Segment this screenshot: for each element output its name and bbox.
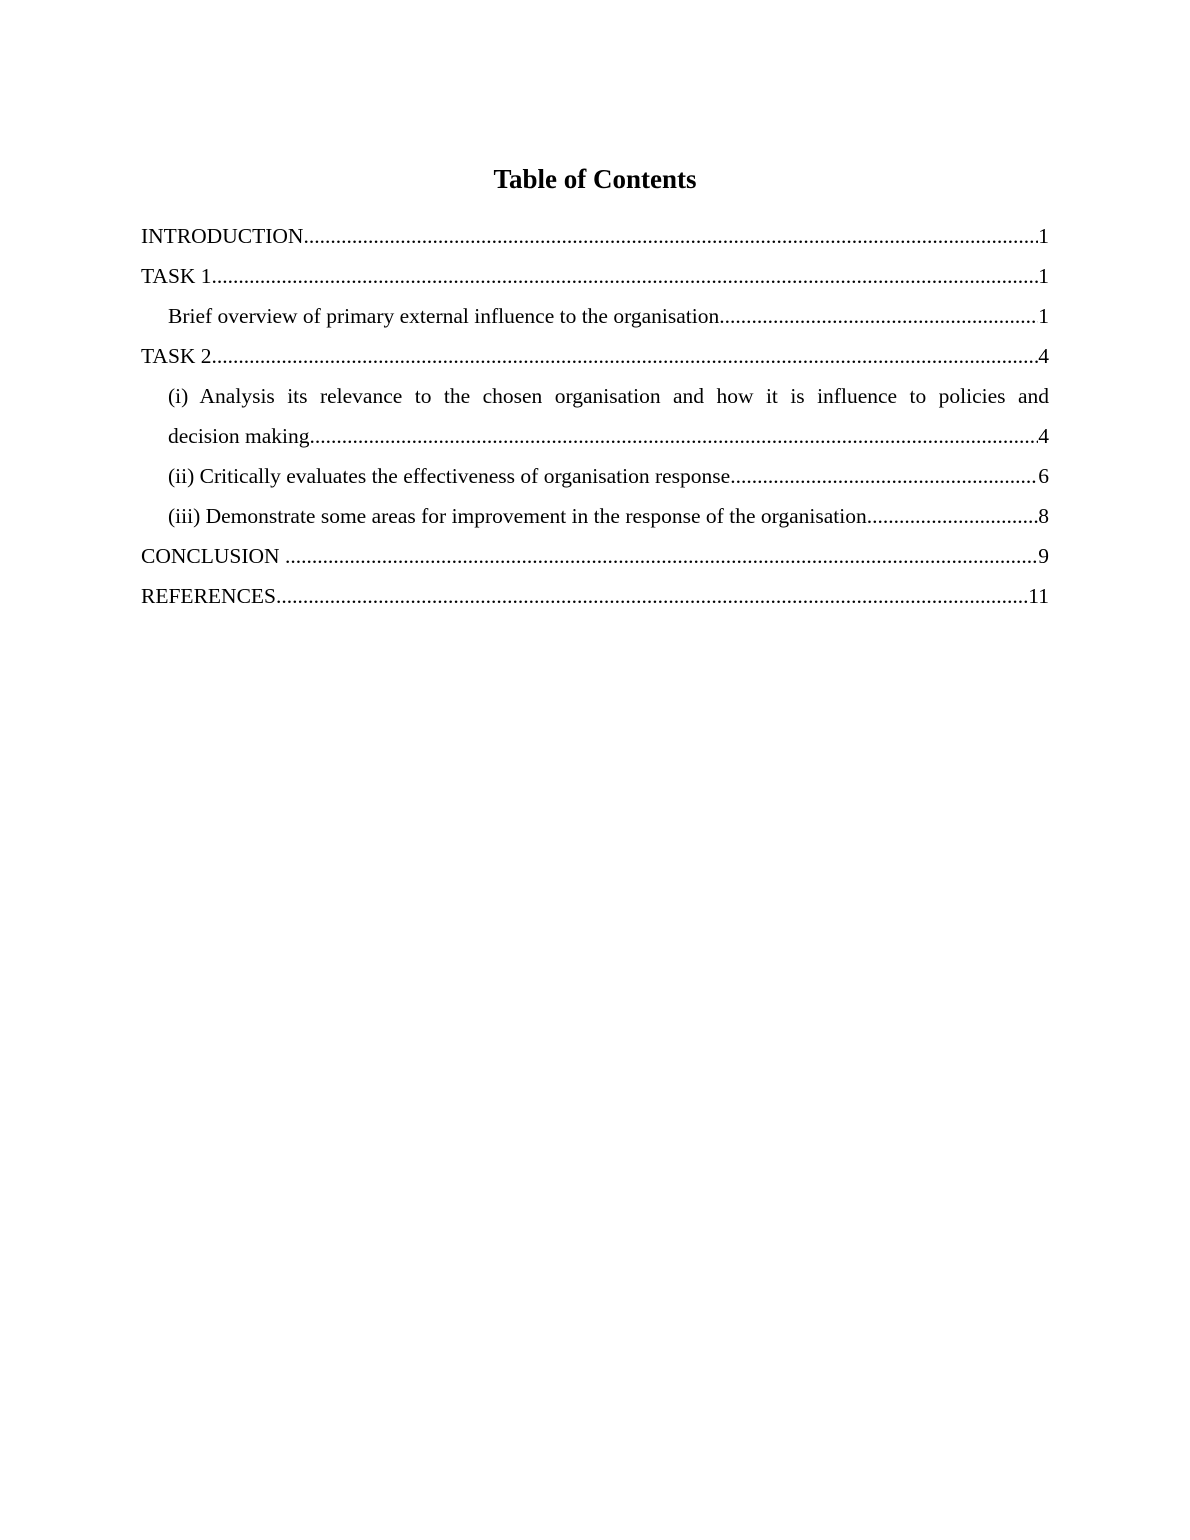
dot-leader bbox=[303, 216, 1038, 256]
dot-leader bbox=[730, 456, 1038, 496]
toc-entry-task-2[interactable] bbox=[141, 336, 1049, 376]
toc-entry-references[interactable] bbox=[141, 576, 1049, 616]
table-of-contents bbox=[141, 216, 1049, 616]
toc-entry-label: TASK 1 bbox=[141, 264, 212, 288]
toc-entry-label: Brief overview of primary external influence to the organisation bbox=[168, 304, 720, 328]
toc-entry-label: CONCLUSION bbox=[141, 544, 285, 568]
toc-entry-page: 9 bbox=[1038, 544, 1049, 568]
toc-entry-analysis-line-1[interactable] bbox=[168, 376, 1049, 416]
toc-entry-label: INTRODUCTION bbox=[141, 224, 304, 248]
toc-entry-page: 1 bbox=[1038, 264, 1049, 288]
toc-entry-analysis-line-2[interactable] bbox=[168, 416, 1049, 456]
toc-entry-page: 6 bbox=[1038, 464, 1049, 488]
toc-entry-conclusion[interactable] bbox=[141, 536, 1049, 576]
dot-leader bbox=[212, 256, 1039, 296]
toc-entry-introduction[interactable] bbox=[141, 216, 1049, 256]
toc-entry-page: 8 bbox=[1038, 504, 1049, 528]
dot-leader bbox=[212, 336, 1039, 376]
dot-leader bbox=[867, 496, 1039, 536]
toc-title: Table of Contents bbox=[493, 164, 697, 194]
toc-entry-label: (iii) Demonstrate some areas for improvement in the response of the organisation bbox=[168, 504, 867, 528]
dot-leader bbox=[285, 536, 1038, 576]
toc-entry-page: 4 bbox=[1038, 424, 1049, 448]
toc-entry-page: 1 bbox=[1038, 304, 1049, 328]
toc-entry-page: 1 bbox=[1038, 224, 1049, 248]
toc-entry-label: TASK 2 bbox=[141, 344, 212, 368]
dot-leader bbox=[276, 576, 1028, 616]
dot-leader bbox=[719, 296, 1038, 336]
toc-entry-label: (ii) Critically evaluates the effectiveness of organisation response bbox=[168, 464, 731, 488]
toc-entry-page: 11 bbox=[1028, 584, 1049, 608]
toc-entry-label: REFERENCES bbox=[141, 584, 276, 608]
toc-entry-task-1[interactable] bbox=[141, 256, 1049, 296]
toc-entry-critical-evaluation[interactable] bbox=[168, 456, 1049, 496]
toc-entry-brief-overview[interactable] bbox=[168, 296, 1049, 336]
toc-entry-improvement-areas[interactable] bbox=[168, 496, 1049, 536]
toc-entry-label: decision making bbox=[168, 424, 310, 448]
toc-entry-page: 4 bbox=[1038, 344, 1049, 368]
toc-entry-label: (i) Analysis its relevance to the chosen organisation and how it is influence to policies and bbox=[168, 384, 1049, 408]
dot-leader bbox=[310, 416, 1039, 456]
